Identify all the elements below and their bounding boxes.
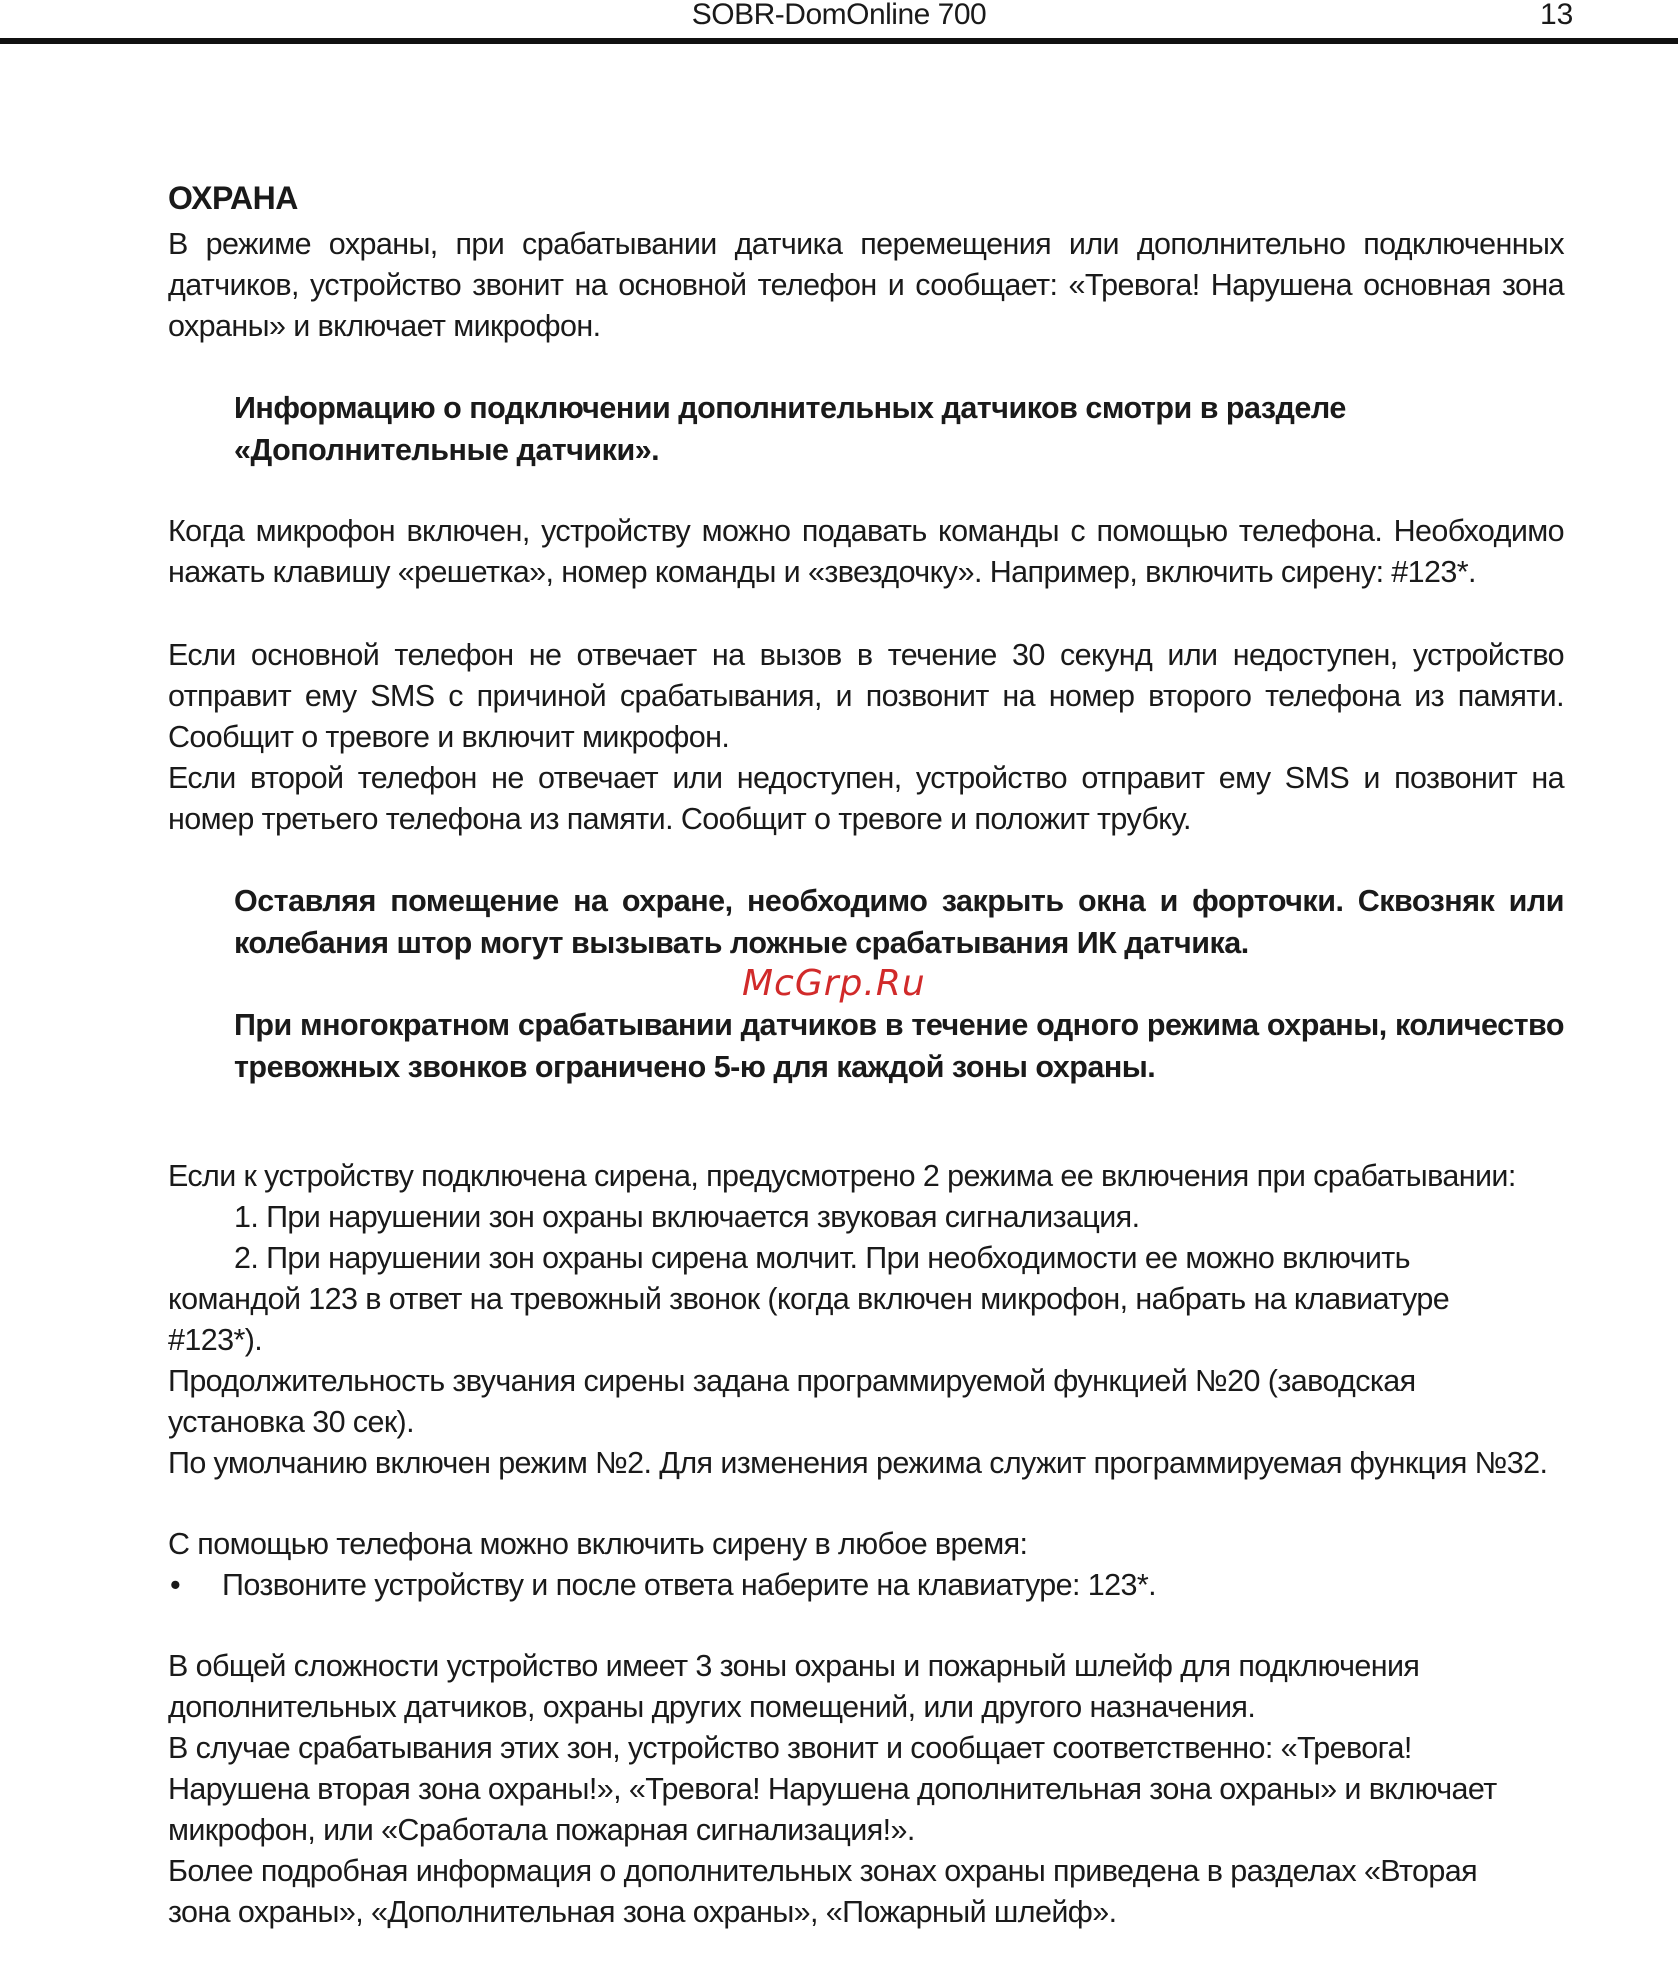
zones-line-1: В общей сложности устройство имеет 3 зоны охраны и пожарный шлейф для подключения xyxy=(168,1649,1420,1683)
running-header-title: SOBR-DomOnline 700 xyxy=(691,0,987,31)
spacer xyxy=(168,840,1564,880)
siren-mode-2-line-3: #123*). xyxy=(168,1323,263,1357)
siren-manual-intro: С помощью телефона можно включить сирену в любое время: xyxy=(168,1527,1028,1561)
zones-line-7: зона охраны», «Дополнительная зона охраны», «Пожарный шлейф». xyxy=(168,1895,1117,1929)
note-alarm-calls-limit: При многократном срабатывании датчиков в течение одного режима охраны, количество тревожных звонков ограничено 5-ю для каждой зоны охраны. xyxy=(234,1008,1564,1084)
zones-line-6: Более подробная информация о дополнительных зонах охраны приведена в разделах «Вторая xyxy=(168,1854,1478,1888)
siren-intro: Если к устройству подключена сирена, предусмотрено 2 режима ее включения при срабатывании: xyxy=(168,1159,1516,1193)
mic-commands-paragraph: Когда микрофон включен, устройству можно подавать команды с помощью телефона. Необходимо нажать клавишу «решетка», номер команды и «звездочку». Например, включить сирену: #123*. xyxy=(168,514,1564,589)
siren-duration-line-2: установка 30 сек). xyxy=(168,1405,414,1439)
siren-mode-1: 1. При нарушении зон охраны включается звуковая сигнализация. xyxy=(234,1200,1140,1234)
zones-line-4: Нарушена вторая зона охраны!», «Тревога! Нарушена дополнительная зона охраны» и включает xyxy=(168,1772,1497,1806)
watermark-logo: McGrp.Ru xyxy=(742,963,926,1004)
bullet-icon: • xyxy=(170,1568,181,1602)
siren-manual-step-text: Позвоните устройству и после ответа наберите на клавиатуре: 123*. xyxy=(222,1568,1157,1602)
siren-duration-line-1: Продолжительность звучания сирены задана программируемой функцией №20 (заводская xyxy=(168,1364,1416,1398)
intro-paragraph: В режиме охраны, при срабатывании датчика перемещения или дополнительно подключенных датчиков, устройство звонит на основной телефон и сообщает: «Тревога! Нарушена основная зона охраны» и включает микрофон. xyxy=(168,227,1564,343)
siren-mode-2-line-1: 2. При нарушении зон охраны сирена молчит. При необходимости ее можно включить xyxy=(234,1241,1410,1275)
siren-mode-2-line-2: командой 123 в ответ на тревожный звонок (когда включен микрофон, набрать на клавиатуре xyxy=(168,1282,1450,1316)
page-body xyxy=(168,178,1564,1933)
zones-line-2: дополнительных датчиков, охраны других помещений, или другого назначения. xyxy=(168,1690,1256,1724)
note-close-windows: Оставляя помещение на охране, необходимо закрыть окна и форточки. Сквозняк или колебания штор могут вызывать ложные срабатывания ИК датчика. xyxy=(234,884,1564,960)
no-answer-paragraph-1: Если основной телефон не отвечает на вызов в течение 30 секунд или недоступен, устройство отправит ему SMS с причиной срабатывания, и позвонит на номер второго телефона из памяти. Сообщит о тревоге и включит микрофон. xyxy=(168,638,1564,754)
page-number: 13 xyxy=(1540,0,1574,31)
spacer xyxy=(168,593,1564,635)
note-additional-sensors: Информацию о подключении дополнительных датчиков смотри в разделе «Дополнительные датчики». xyxy=(234,391,1346,467)
zones-line-5: микрофон, или «Сработала пожарная сигнализация!». xyxy=(168,1813,915,1847)
siren-default-mode: По умолчанию включен режим №2. Для изменения режима служит программируемая функция №32. xyxy=(168,1446,1548,1480)
spacer xyxy=(168,471,1564,511)
spacer xyxy=(168,1606,1564,1646)
siren-manual-step xyxy=(168,1565,1564,1606)
spacer xyxy=(168,347,1564,387)
no-answer-paragraph-2: Если второй телефон не отвечает или недоступен, устройство отправит ему SMS и позвонит на номер третьего телефона из памяти. Сообщит о тревоге и положит трубку. xyxy=(168,761,1564,836)
header-divider xyxy=(0,38,1678,44)
spacer xyxy=(168,1088,1564,1156)
zones-line-3: В случае срабатывания этих зон, устройство звонит и сообщает соответственно: «Тревога! xyxy=(168,1731,1412,1765)
spacer xyxy=(168,1484,1564,1524)
section-title: ОХРАНА xyxy=(168,180,298,216)
